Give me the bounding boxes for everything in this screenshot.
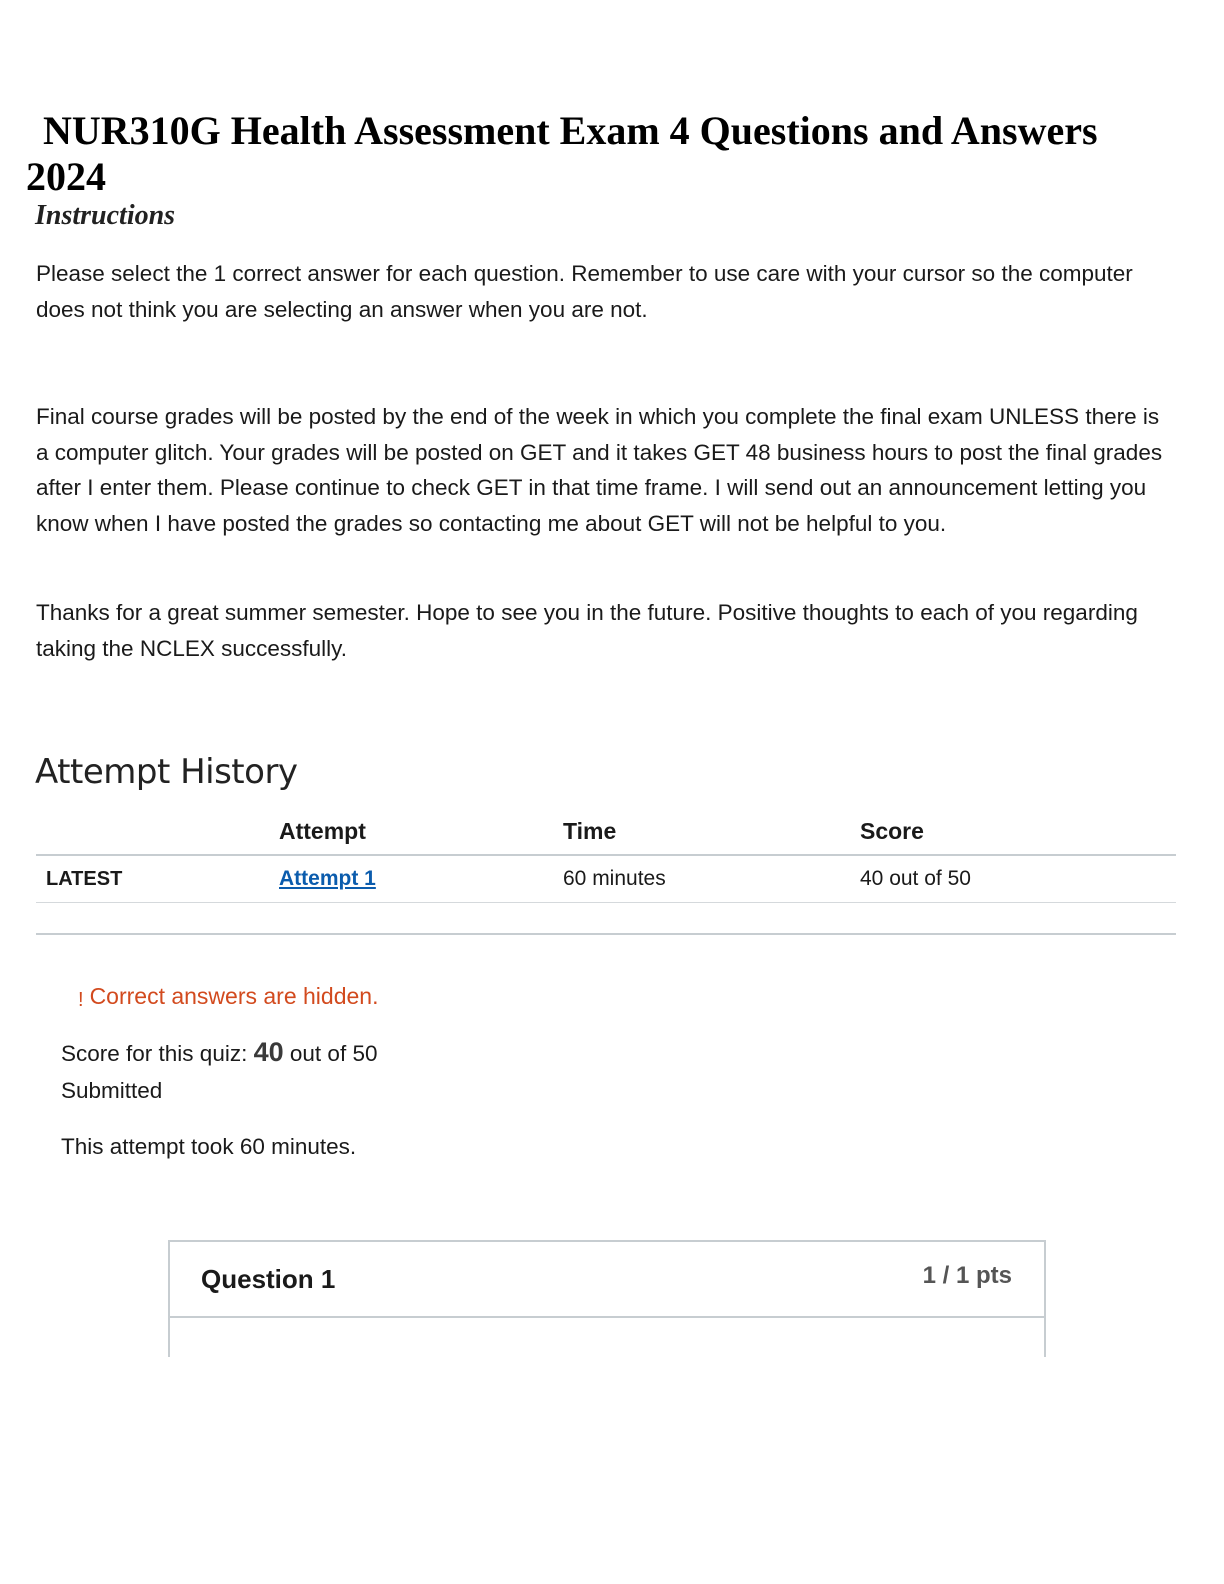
table-row [36,855,1176,903]
instructions-heading: Instructions [35,200,176,231]
question-points: 1 / 1 pts [922,1262,1012,1289]
notice-text: Correct answers are hidden. [89,983,379,1009]
attempt-score: 40 out of 50 [860,855,1176,903]
attempt-history-header-row [36,808,1176,855]
column-header-score: Score [860,808,1176,855]
instructions-paragraph-2: Final course grades will be posted by the end of the week in which you complete the final exam UNLESS there is a computer glitch. Your grades will be posted on GET and it takes GET 48 business hours to post the final grades after I enter them. Please continue to check GET in that time frame. I will send out an announcement letting you know when I have posted the grades so contacting me about GET will not be helpful to you. [36,404,1163,536]
question-card [168,1240,1046,1357]
instructions-paragraph-1: Please select the 1 correct answer for each question. Remember to use care with your cursor so the computer does not think you are selecting an answer when you are not. [36,261,1133,322]
document-title-line2: 2024 [26,154,106,199]
column-header-attempt: Attempt [279,808,563,855]
attempt-history-heading: Attempt History [35,752,298,792]
question-header [170,1242,1044,1318]
attempt-history-table [36,808,1176,903]
correct-answers-hidden-notice [78,980,378,1016]
submission-status: Submitted [61,1078,163,1103]
attempt-time: 60 minutes [563,855,860,903]
section-divider [36,933,1176,935]
score-value: 40 [253,1037,284,1067]
attempt-1-link[interactable]: Attempt 1 [279,867,376,890]
document-title [26,108,1146,200]
attempt-duration: This attempt took 60 minutes. [61,1134,357,1159]
instructions-paragraph-3: Thanks for a great summer semester. Hope to see you in the future. Positive thoughts to each of you regarding taking the NCLEX successfully. [36,600,1138,661]
document-title-line1: NUR310G Health Assessment Exam 4 Questions and Answers [43,108,1098,153]
score-suffix: out of 50 [289,1041,378,1066]
latest-label: LATEST [36,855,279,903]
column-header-blank [36,808,279,855]
quiz-score [61,1034,377,1072]
column-header-time: Time [563,808,860,855]
warning-icon: ! [78,989,84,1011]
question-title: Question 1 [201,1264,336,1294]
score-prefix: Score for this quiz: [61,1041,248,1066]
